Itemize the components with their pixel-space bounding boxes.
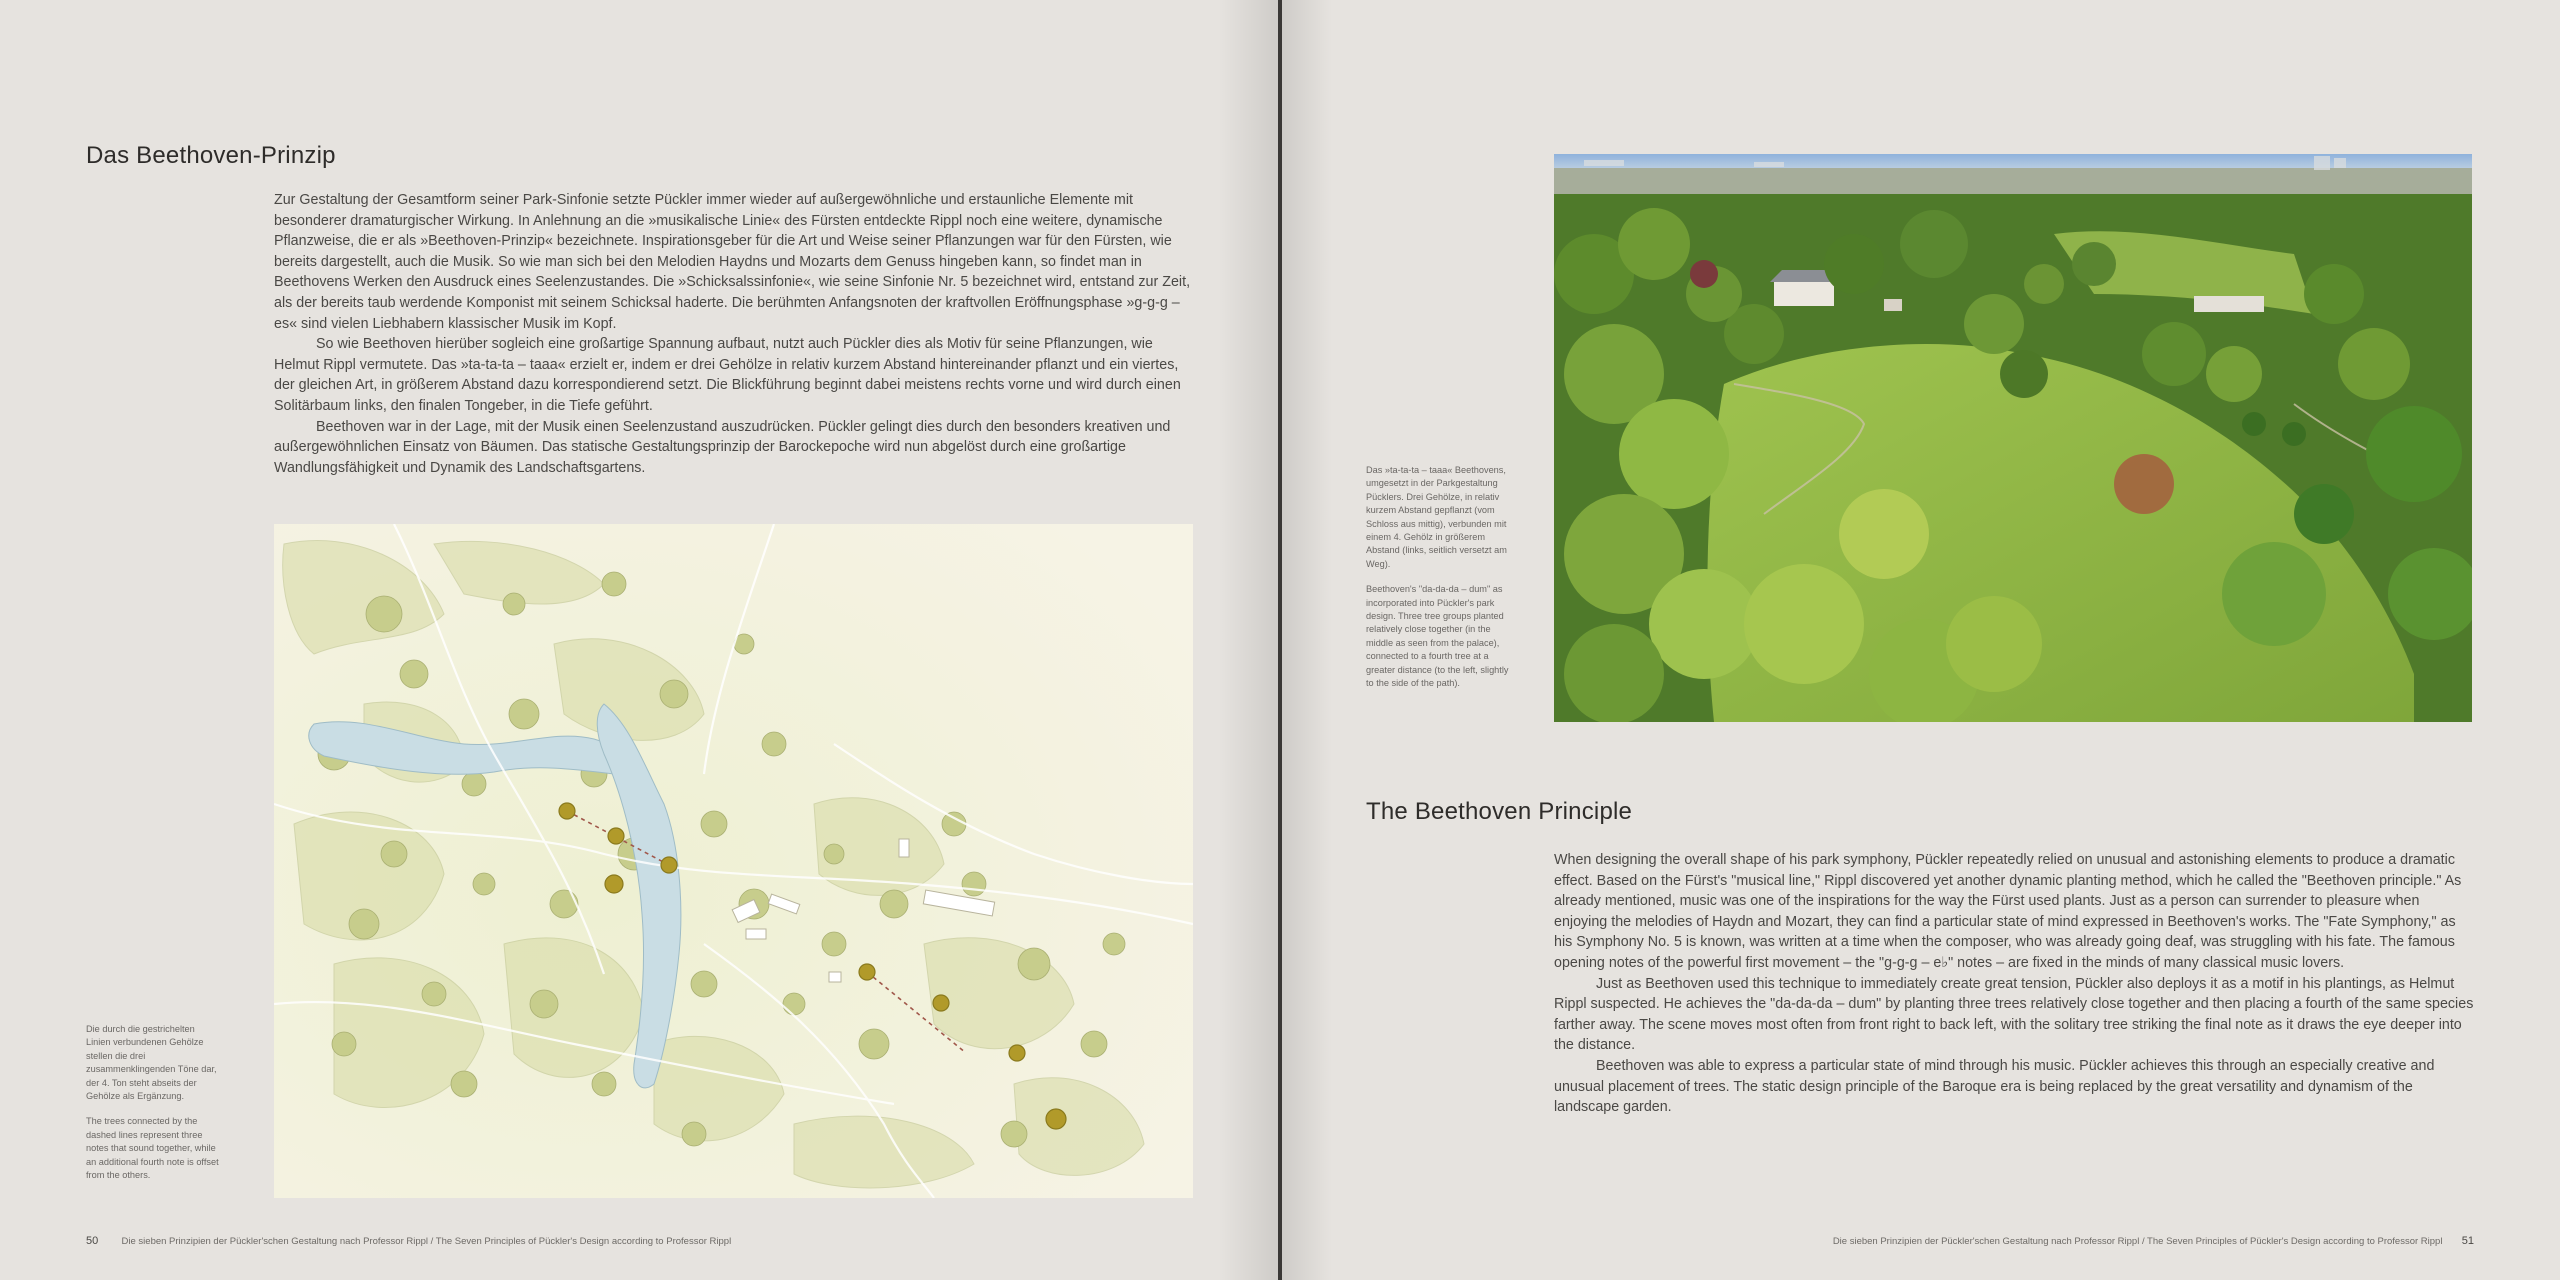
running-footer: Die sieben Prinzipien der Pückler'schen Gestaltung nach Professor Rippl / The Seven Principles of Pückler's Design according to Professor Rippl [1832, 1236, 2443, 1247]
body-text-en [1554, 850, 2476, 1118]
body-text-de [274, 190, 1194, 478]
page-number: 50 [86, 1235, 99, 1247]
page-number: 51 [2461, 1235, 2474, 1247]
map-caption [86, 1023, 220, 1194]
right-page [1282, 0, 2560, 1280]
photo-caption [1366, 464, 1518, 703]
park-map-drawing [274, 524, 1193, 1198]
park-map-illustration [274, 524, 1193, 1198]
paragraph: Just as Beethoven used this technique to immediately create great tension, Pückler also deploys it as a motif in his plantings, as Helmut Rippl suspected. He achieves the "da-da-da – dum" by planting three trees relatively close together and then placing a fourth of the same species farther away. The scene moves most often from front right to back left, with the solitary tree striking the final note as it draws the eye deeper into the distance. [1554, 975, 2474, 1054]
page-heading-en: The Beethoven Principle [1366, 798, 1633, 825]
caption-en: The trees connected by the dashed lines represent three notes that sound together, while an additional fourth note is offset from the others. [86, 1116, 219, 1181]
paragraph: Beethoven was able to express a particular state of mind through his music. Pückler achieves this through an especially creative and unusual placement of trees. The static design principle of the Baroque era is being replaced by the great versatility and dynamism of the landscape garden. [1554, 1057, 2435, 1116]
aerial-park-photo [1554, 154, 2472, 722]
running-footer: Die sieben Prinzipien der Pückler'schen Gestaltung nach Professor Rippl / The Seven Principles of Pückler's Design according to Professor Rippl [121, 1236, 732, 1247]
paragraph: So wie Beethoven hierüber sogleich eine großartige Spannung aufbaut, nutzt auch Pückler dies als Motiv für seine Pflanzungen, wie Helmut Rippl vermutete. Das »ta-ta-ta – taaa« erzielt er, indem er drei Gehölze in relativ kurzem Abstand hintereinander pflanzt und ein viertes, der gleichen Art, in größerem Abstand dazu korrespondierend setzt. Die Blickführung beginnt dabei meistens rechts vorne und wird durch einen Solitärbaum links, den finalen Tongeber, in die Tiefe geführt. [274, 336, 1181, 414]
paragraph: Beethoven war in der Lage, mit der Musik einen Seelenzustand auszudrücken. Pückler gelingt dies durch den besonders kreativen und außergewöhnlichen Einsatz von Bäumen. Das statische Gestaltungsprinzip der Barockepoche wird nun abgelöst durch eine großartige Wandlungsfähigkeit und Dynamik des Landschaftsgartens. [274, 418, 1171, 476]
gutter-shadow [1218, 0, 1278, 1280]
caption-en: Beethoven's "da-da-da – dum" as incorporated into Pückler's park design. Three tree groups planted relatively close together (in the middle as seen from the palace), connected to a fourth tree at a greater distance (to the left, slightly to the side of the path). [1366, 584, 1509, 689]
gutter-shadow [1282, 0, 1332, 1280]
page-heading-de: Das Beethoven-Prinzip [86, 142, 336, 169]
paragraph: When designing the overall shape of his park symphony, Pückler repeatedly relied on unusual and astonishing elements to produce a dramatic effect. Based on the Fürst's "musical line," Rippl discovered yet another dynamic planting method, which he called the "Beethoven principle." As already mentioned, music was one of the inspirations for the way the Fürst used plants. Just as a person can surrender to pleasure when enjoying the melodies of Haydn and Mozart, they can find a particular state of mind expressed in Beethoven's works. The "Fate Symphony," as his Symphony No. 5 is known, was written at a time when the composer, who was already going deaf, was struggling with his fate. The famous opening notes of the powerful first movement – the "g-g-g – e♭" notes – are fixed in the minds of many classical music lovers. [1554, 852, 2462, 971]
caption-de: Das »ta-ta-ta – taaa« Beethovens, umgesetzt in der Parkgestaltung Pücklers. Drei Gehölze, in relativ kurzem Abstand gepflanzt (vom Schloss aus mittig), verbunden mit einem 4. Gehölz in größerem Abstand (links, seitlich versetzt am Weg). [1366, 465, 1507, 569]
aerial-photo-drawing [1554, 154, 2472, 722]
caption-de: Die durch die gestrichelten Linien verbundenen Gehölze stellen die drei zusammenklingenden Töne dar, der 4. Ton steht abseits der Gehölze als Ergänzung. [86, 1024, 217, 1102]
page-footer-left [86, 1235, 731, 1247]
paragraph: Zur Gestaltung der Gesamtform seiner Park-Sinfonie setzte Pückler immer wieder auf außergewöhnliche und erstaunliche Elemente mit besonderer dramaturgischer Wirkung. In Anlehnung an die »musikalische Linie« des Fürsten entdeckte Rippl noch eine weitere, dynamische Pflanzweise, die er als »Beethoven-Prinzip« bezeichnete. Inspirationsgeber für die Art und Weise seiner Pflanzungen war für den Fürsten, wie bereits dargestellt, auch die Musik. So wie man sich bei den Melodien Haydns und Mozarts dem Genuss hingeben kann, so findet man in Beethovens Werken den Ausdruck eines Seelenzustandes. Die »Schicksalssinfonie«, wie seine Sinfonie Nr. 5 bezeichnet wird, entstand zur Zeit, als der bereits taub werdende Komponist mit seinem Schicksal haderte. Die berühmten Anfangsnoten der kraftvollen Eröffnungsphase »g-g-g – es« sind vielen Liebhabern klassischer Musik im Kopf. [274, 192, 1191, 332]
page-footer-right [1833, 1235, 2474, 1247]
left-page [0, 0, 1278, 1280]
